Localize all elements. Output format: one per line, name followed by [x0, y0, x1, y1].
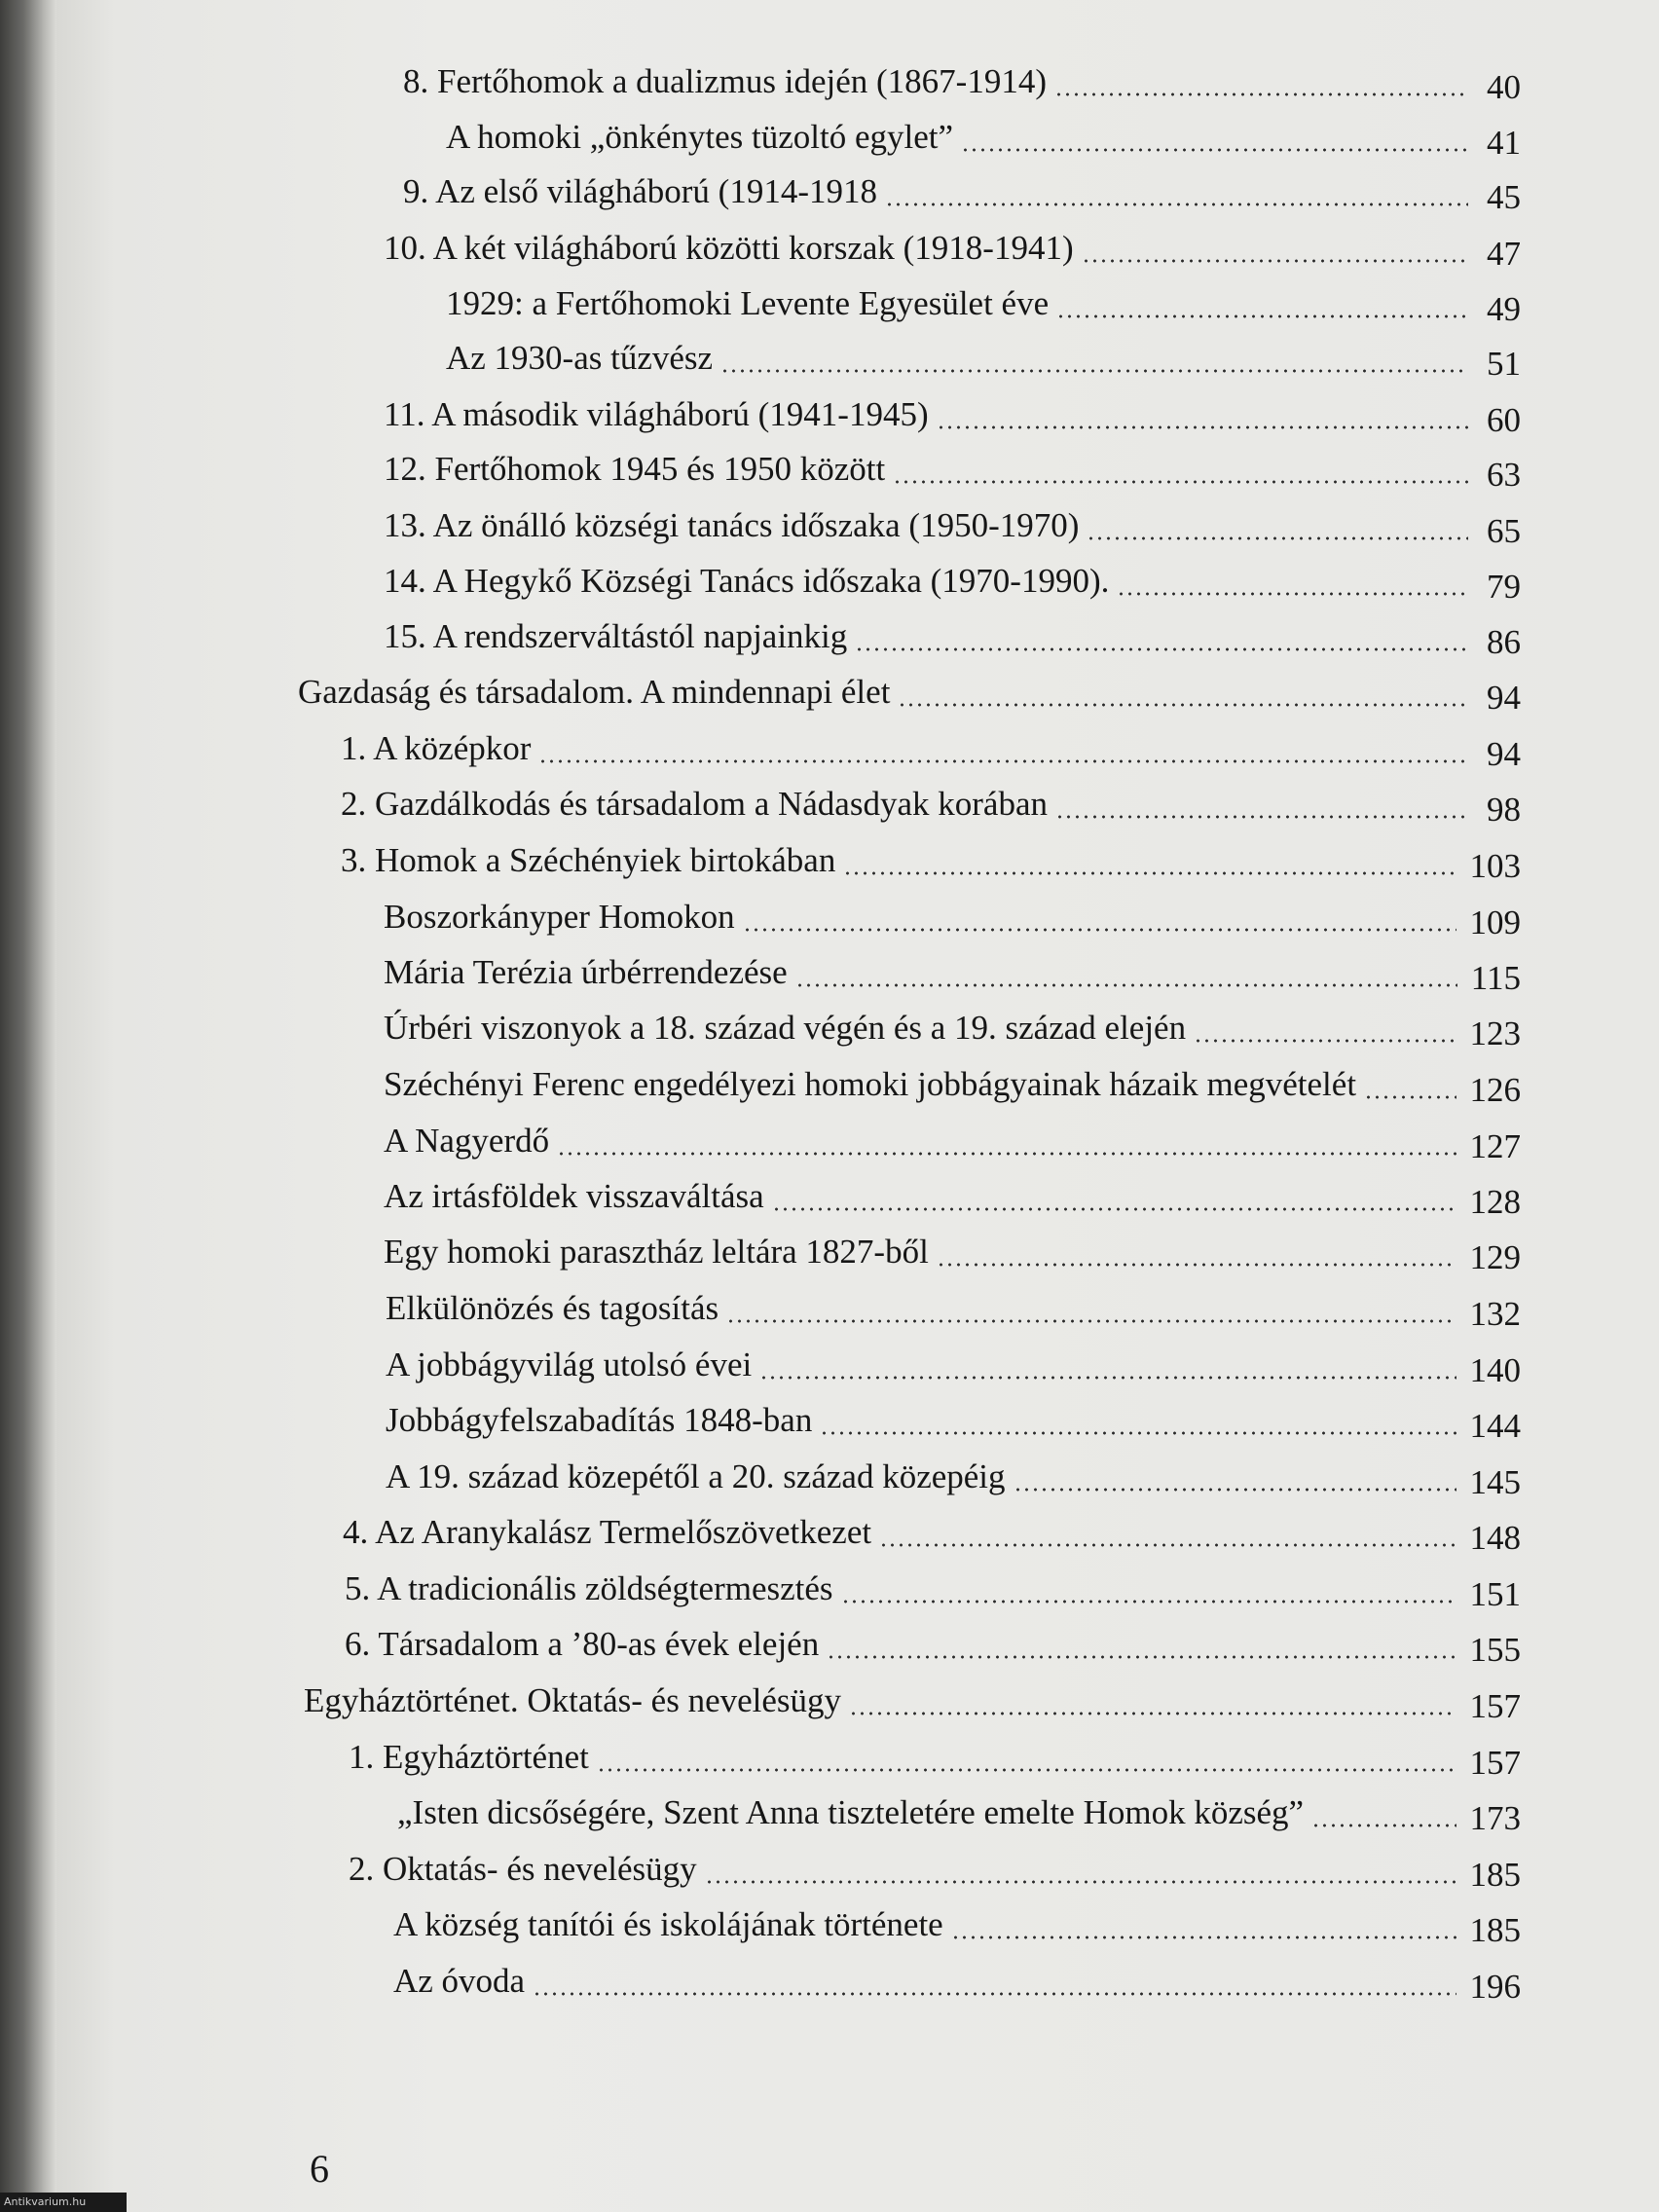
- dot-leader: [1087, 535, 1468, 541]
- toc-entry-page: 115: [1470, 959, 1521, 997]
- toc-entry: [393, 1905, 1521, 1949]
- toc-entry-title: 5. A tradicionális zöldségtermesztés: [345, 1569, 833, 1607]
- toc-entry-title: Úrbéri viszonyok a 18. század végén és a 19. század elején: [384, 1009, 1187, 1047]
- toc-entry: [384, 229, 1521, 273]
- toc-entry-page: 94: [1487, 735, 1521, 773]
- toc-entry-title: Az irtásföldek visszaváltása: [384, 1177, 764, 1215]
- toc-entry-page: 126: [1469, 1071, 1521, 1109]
- toc-entry-page: 157: [1469, 1744, 1521, 1782]
- toc-entry-page: 128: [1469, 1183, 1521, 1221]
- dot-leader: [597, 1767, 1456, 1773]
- toc-entry: [384, 562, 1521, 606]
- toc-entry-title: 15. A rendszerváltástól napjainkig: [384, 617, 848, 655]
- dot-leader: [1311, 1823, 1456, 1828]
- toc-entry-title: Mária Terézia úrbérrendezése: [384, 953, 788, 991]
- dot-leader: [759, 1375, 1456, 1381]
- toc-entry-page: 103: [1469, 847, 1521, 885]
- dot-leader: [1014, 1487, 1456, 1493]
- dot-leader: [937, 424, 1468, 430]
- dot-leader: [951, 1935, 1456, 1940]
- toc-entry-page: 148: [1469, 1519, 1521, 1557]
- toc-entry-title: 1. A középkor: [341, 729, 532, 767]
- dot-leader: [1194, 1038, 1456, 1044]
- toc-entry-page: 129: [1469, 1238, 1521, 1276]
- toc-entry-title: Jobbágyfelszabadítás 1848-ban: [386, 1401, 813, 1439]
- toc-entry-page: 49: [1487, 290, 1521, 328]
- toc-entry-page: 151: [1469, 1575, 1521, 1613]
- toc-entry-title: A Nagyerdő: [384, 1122, 550, 1160]
- dot-leader: [772, 1206, 1456, 1212]
- toc-entry-title: A homoki „önkénytes tüzoltó egylet”: [446, 118, 954, 156]
- toc-entry: [386, 1401, 1521, 1445]
- dot-leader: [1055, 814, 1468, 820]
- toc-entry-title: 2. Gazdálkodás és társadalom a Nádasdyak korában: [341, 785, 1048, 823]
- toc-entry: [384, 1122, 1521, 1165]
- toc-entry-title: Egy homoki parasztház leltára 1827-ből: [384, 1233, 929, 1271]
- toc-entry-title: 1929: a Fertőhomoki Levente Egyesület éve: [446, 284, 1050, 322]
- dot-leader: [893, 479, 1468, 485]
- toc-entry: [341, 785, 1521, 829]
- toc-entry: [386, 1346, 1521, 1389]
- toc-entry-page: 132: [1469, 1295, 1521, 1333]
- toc-entry-title: A jobbágyvilág utolsó évei: [386, 1346, 753, 1383]
- toc-entry-page: 173: [1469, 1799, 1521, 1837]
- toc-entry-title: 13. Az önálló községi tanács időszaka (1950-1970): [384, 506, 1080, 544]
- toc-entry: [446, 284, 1521, 328]
- toc-entry-page: 41: [1487, 124, 1521, 162]
- toc-entry-page: 79: [1487, 568, 1521, 606]
- toc-entry-page: 145: [1469, 1463, 1521, 1501]
- toc-entry: [384, 898, 1521, 941]
- dot-leader: [841, 1599, 1456, 1604]
- dot-leader: [1082, 258, 1468, 264]
- toc-entry-title: 4. Az Aranykalász Termelőszövetkezet: [343, 1513, 872, 1551]
- toc-entry: [384, 1177, 1521, 1221]
- toc-entry-title: 8. Fertőhomok a dualizmus idején (1867-1914): [403, 62, 1047, 100]
- toc-entry-page: 98: [1487, 791, 1521, 829]
- toc-entry: [384, 617, 1521, 661]
- toc-entry: [341, 841, 1521, 885]
- toc-entry-title: 10. A két világháború közötti korszak (1918-1941): [384, 229, 1074, 267]
- dot-leader: [1117, 591, 1468, 597]
- toc-entry-page: 63: [1487, 456, 1521, 494]
- toc-entry-page: 109: [1469, 903, 1521, 941]
- toc-entry-page: 45: [1487, 178, 1521, 216]
- toc-entry: [343, 1513, 1521, 1557]
- dot-leader: [743, 927, 1456, 933]
- dot-leader: [705, 1879, 1456, 1885]
- toc-entry-title: 12. Fertőhomok 1945 és 1950 között: [384, 450, 886, 488]
- toc-entry-title: Gazdaság és társadalom. A mindennapi élet: [298, 673, 891, 711]
- dot-leader: [538, 758, 1468, 764]
- toc-entry-title: A község tanítói és iskolájának története: [393, 1905, 943, 1943]
- toc-entry: [384, 1065, 1521, 1109]
- toc-entry-title: 3. Homok a Széchényiek birtokában: [341, 841, 836, 879]
- toc-entry-page: 47: [1487, 235, 1521, 273]
- dot-leader: [720, 368, 1468, 374]
- toc-entry: [349, 1850, 1521, 1894]
- toc-entry-page: 185: [1469, 1911, 1521, 1949]
- toc-entry-title: Széchényi Ferenc engedélyezi homoki jobbágyainak házaik megvételét: [384, 1065, 1357, 1103]
- toc-entry-page: 65: [1487, 512, 1521, 550]
- dot-leader: [879, 1542, 1456, 1548]
- toc-entry-page: 123: [1469, 1014, 1521, 1052]
- dot-leader: [885, 202, 1468, 207]
- dot-leader: [937, 1262, 1456, 1268]
- toc-entry: [386, 1289, 1521, 1333]
- toc-entry-title: Az óvoda: [393, 1962, 526, 2000]
- dot-leader: [1056, 313, 1468, 319]
- toc-entry-title: 11. A második világháború (1941-1945): [384, 395, 929, 433]
- toc-entry-page: 40: [1487, 68, 1521, 106]
- toc-entry: [341, 729, 1521, 773]
- dot-leader: [795, 982, 1457, 988]
- toc-entry: [345, 1569, 1521, 1613]
- dot-leader: [533, 1991, 1456, 1997]
- toc-entry-title: Egyháztörténet. Oktatás- és nevelésügy: [304, 1681, 842, 1719]
- toc-entry: [397, 1793, 1521, 1837]
- toc-entry-page: 127: [1469, 1127, 1521, 1165]
- dot-leader: [855, 646, 1468, 652]
- toc-entry-page: 51: [1487, 345, 1521, 383]
- toc-entry: [384, 1009, 1521, 1052]
- toc-entry: [446, 339, 1521, 383]
- dot-leader: [827, 1654, 1456, 1660]
- toc-entry: [384, 953, 1521, 997]
- toc-section-heading: [304, 1681, 1521, 1725]
- toc-entry-page: 144: [1469, 1407, 1521, 1445]
- toc-entry: [345, 1625, 1521, 1669]
- toc-entry: [349, 1738, 1521, 1782]
- toc-entry-title: Az 1930-as tűzvész: [446, 339, 714, 377]
- toc-entry: [384, 1233, 1521, 1276]
- dot-leader: [898, 702, 1468, 708]
- toc-entry-page: 140: [1469, 1351, 1521, 1389]
- toc-entry-page: 155: [1469, 1631, 1521, 1669]
- toc-entry-page: 86: [1487, 623, 1521, 661]
- toc-entry-title: Elkülönözés és tagosítás: [386, 1289, 719, 1327]
- toc-entry-title: 1. Egyháztörténet: [349, 1738, 589, 1776]
- toc-entry: [386, 1457, 1521, 1501]
- dot-leader: [1054, 92, 1468, 97]
- toc-entry-page: 185: [1469, 1856, 1521, 1894]
- dot-leader: [849, 1711, 1456, 1716]
- toc-entry-title: 6. Társadalom a ’80-as évek elején: [345, 1625, 820, 1663]
- dot-leader: [820, 1430, 1456, 1436]
- dot-leader: [843, 870, 1456, 876]
- toc-entry-page: 196: [1469, 1968, 1521, 2006]
- toc-entry-title: „Isten dicsőségére, Szent Anna tiszteletére emelte Homok község”: [397, 1793, 1305, 1831]
- toc-entry: [393, 1962, 1521, 2006]
- toc-entry-title: A 19. század közepétől a 20. század közepéig: [386, 1457, 1006, 1495]
- dot-leader: [726, 1318, 1456, 1324]
- dot-leader: [961, 147, 1468, 153]
- toc-entry-page: 60: [1487, 401, 1521, 439]
- toc-entry-title: 14. A Hegykő Községi Tanács időszaka (1970-1990).: [384, 562, 1110, 600]
- toc-entry-page: 94: [1487, 679, 1521, 717]
- toc-entry-title: Boszorkányper Homokon: [384, 898, 735, 936]
- toc-entry: [384, 506, 1521, 550]
- dot-leader: [1364, 1094, 1456, 1100]
- toc-entry: [403, 172, 1521, 216]
- toc-entry: [384, 395, 1521, 439]
- toc-entry-page: 157: [1469, 1687, 1521, 1725]
- toc-entry-title: 9. Az első világháború (1914-1918: [403, 172, 877, 210]
- toc-entry: [384, 450, 1521, 494]
- watermark: Antikvarium.hu: [0, 2193, 127, 2212]
- toc-entry-title: 2. Oktatás- és nevelésügy: [349, 1850, 697, 1888]
- toc-section-heading: [298, 673, 1521, 717]
- toc-entry: [403, 62, 1521, 106]
- dot-leader: [557, 1151, 1456, 1157]
- page-number: 6: [310, 2147, 329, 2191]
- toc-entry: [446, 118, 1521, 162]
